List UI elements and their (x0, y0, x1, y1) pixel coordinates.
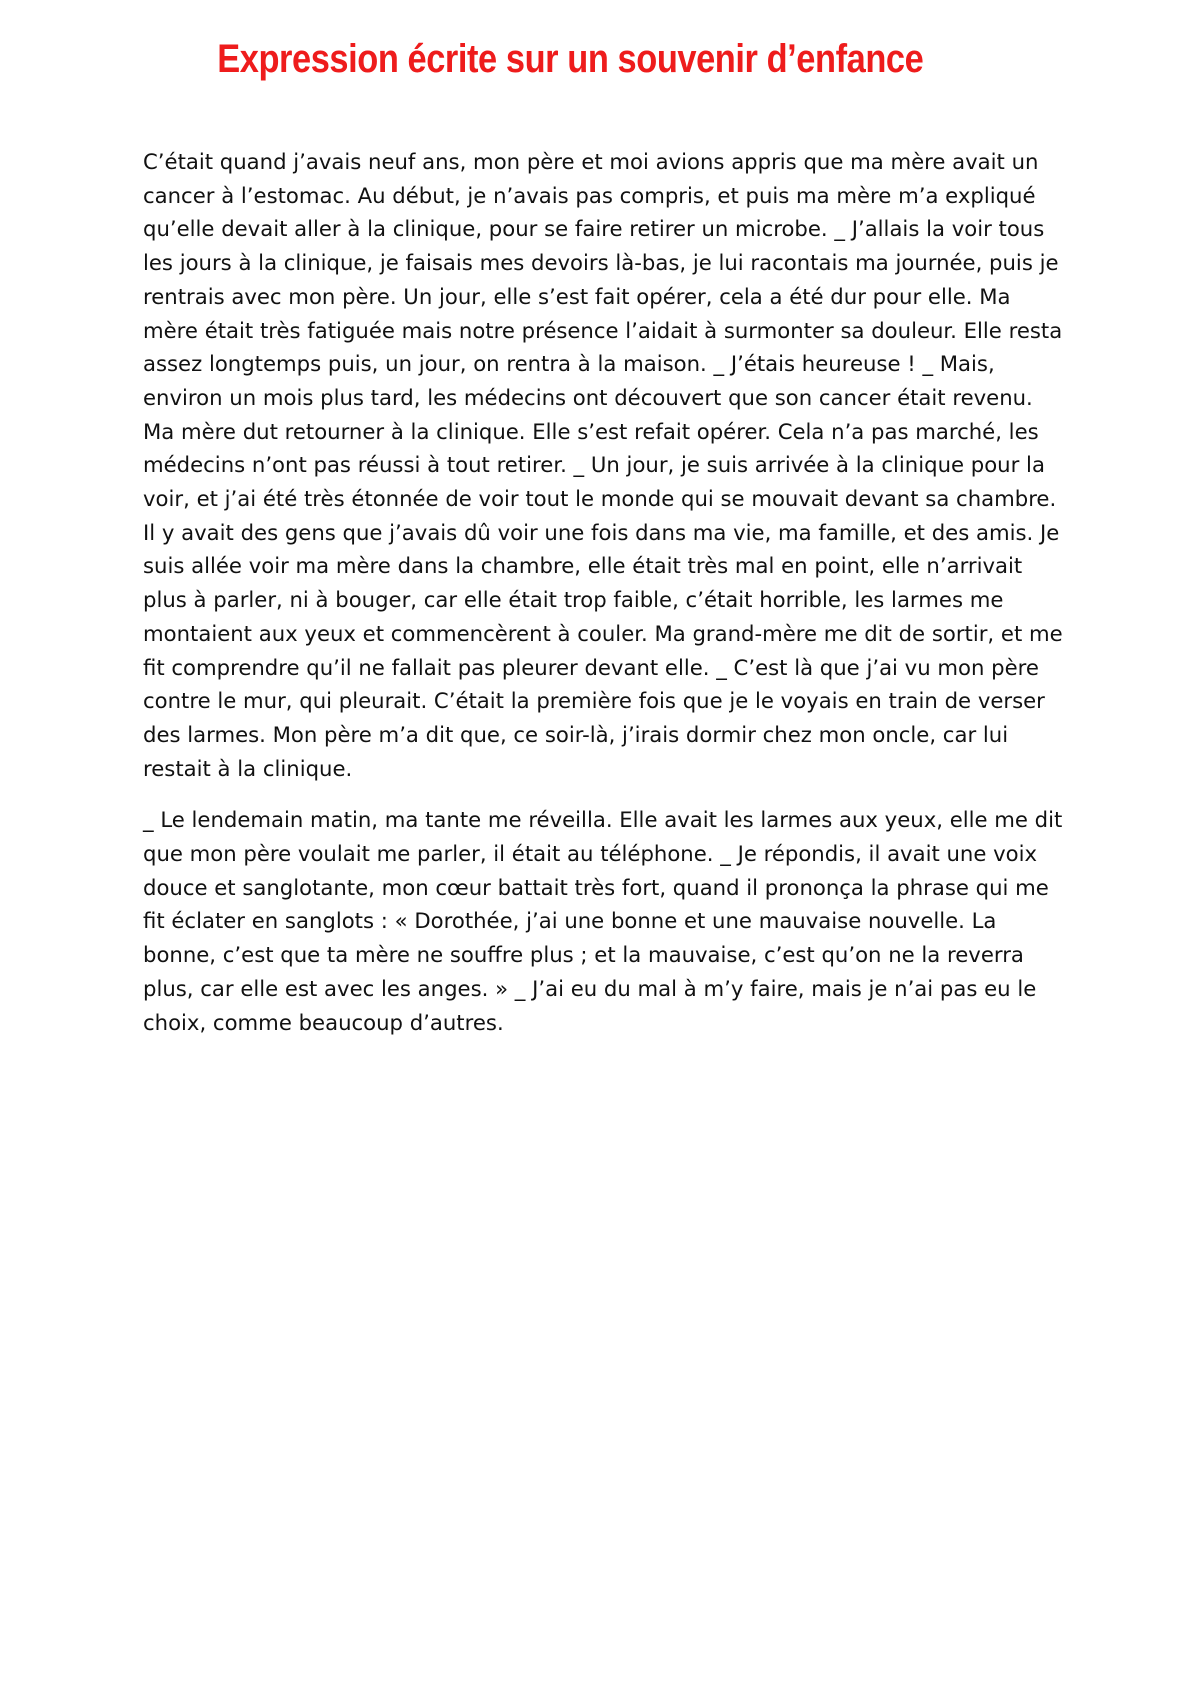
paragraph-2: _ Le lendemain matin, ma tante me réveilla. Elle avait les larmes aux yeux, elle me dit que mon père voulait me parler, il était au téléphone. _ Je répondis, il avait une voix douce et sanglotante, mon cœur battait très fort, quand il prononça la phrase qui me fit éclater en sanglots : « Dorothée, j’ai une bonne et une mauvaise nouvelle. La bonne, c’est que ta mère ne souffre plus ; et la mauvaise, c’est qu’on ne la reverra plus, car elle est avec les anges. » _ J’ai eu du mal à m’y faire, mais je n’ai pas eu le choix, comme beaucoup d’autres. (143, 807, 1063, 1035)
page-title: Expression écrite sur un souvenir d’enfance (217, 37, 924, 81)
document-body (143, 145, 1063, 1057)
paragraph-1: C’était quand j’avais neuf ans, mon père et moi avions appris que ma mère avait un cancer à l’estomac. Au début, je n’avais pas compris, et puis ma mère m’a expliqué qu’elle devait aller à la clinique, pour se faire retirer un microbe. _ J’allais la voir tous les jours à la clinique, je faisais mes devoirs là-bas, je lui racontais ma journée, puis je rentrais avec mon père. Un jour, elle s’est fait opérer, cela a été dur pour elle. Ma mère était très fatiguée mais notre présence l’aidait à surmonter sa douleur. Elle resta assez longtemps puis, un jour, on rentra à la maison. _ J’étais heureuse ! _ Mais, environ un mois plus tard, les médecins ont découvert que son cancer était revenu. Ma mère dut retourner à la clinique. Elle s’est refait opérer. Cela n’a pas marché, les médecins n’ont pas réussi à tout retirer. _ Un jour, je suis arrivée à la clinique pour la voir, et j’ai été très étonnée de voir tout le monde qui se mouvait devant sa chambre. Il y avait des gens que j’avais dû voir une fois dans ma vie, ma famille, et des amis. Je suis allée voir ma mère dans la chambre, elle était très mal en point, elle n’arrivait plus à parler, ni à bouger, car elle était trop faible, c’était horrible, les larmes me montaient aux yeux et commencèrent à couler. Ma grand-mère me dit de sortir, et me fit comprendre qu’il ne fallait pas pleurer devant elle. _ C’est là que j’ai vu mon père contre le mur, qui pleurait. C’était la première fois que je le voyais en train de verser des larmes. Mon père m’a dit que, ce soir-là, j’irais dormir chez mon oncle, car lui restait à la clinique. (143, 149, 1063, 781)
